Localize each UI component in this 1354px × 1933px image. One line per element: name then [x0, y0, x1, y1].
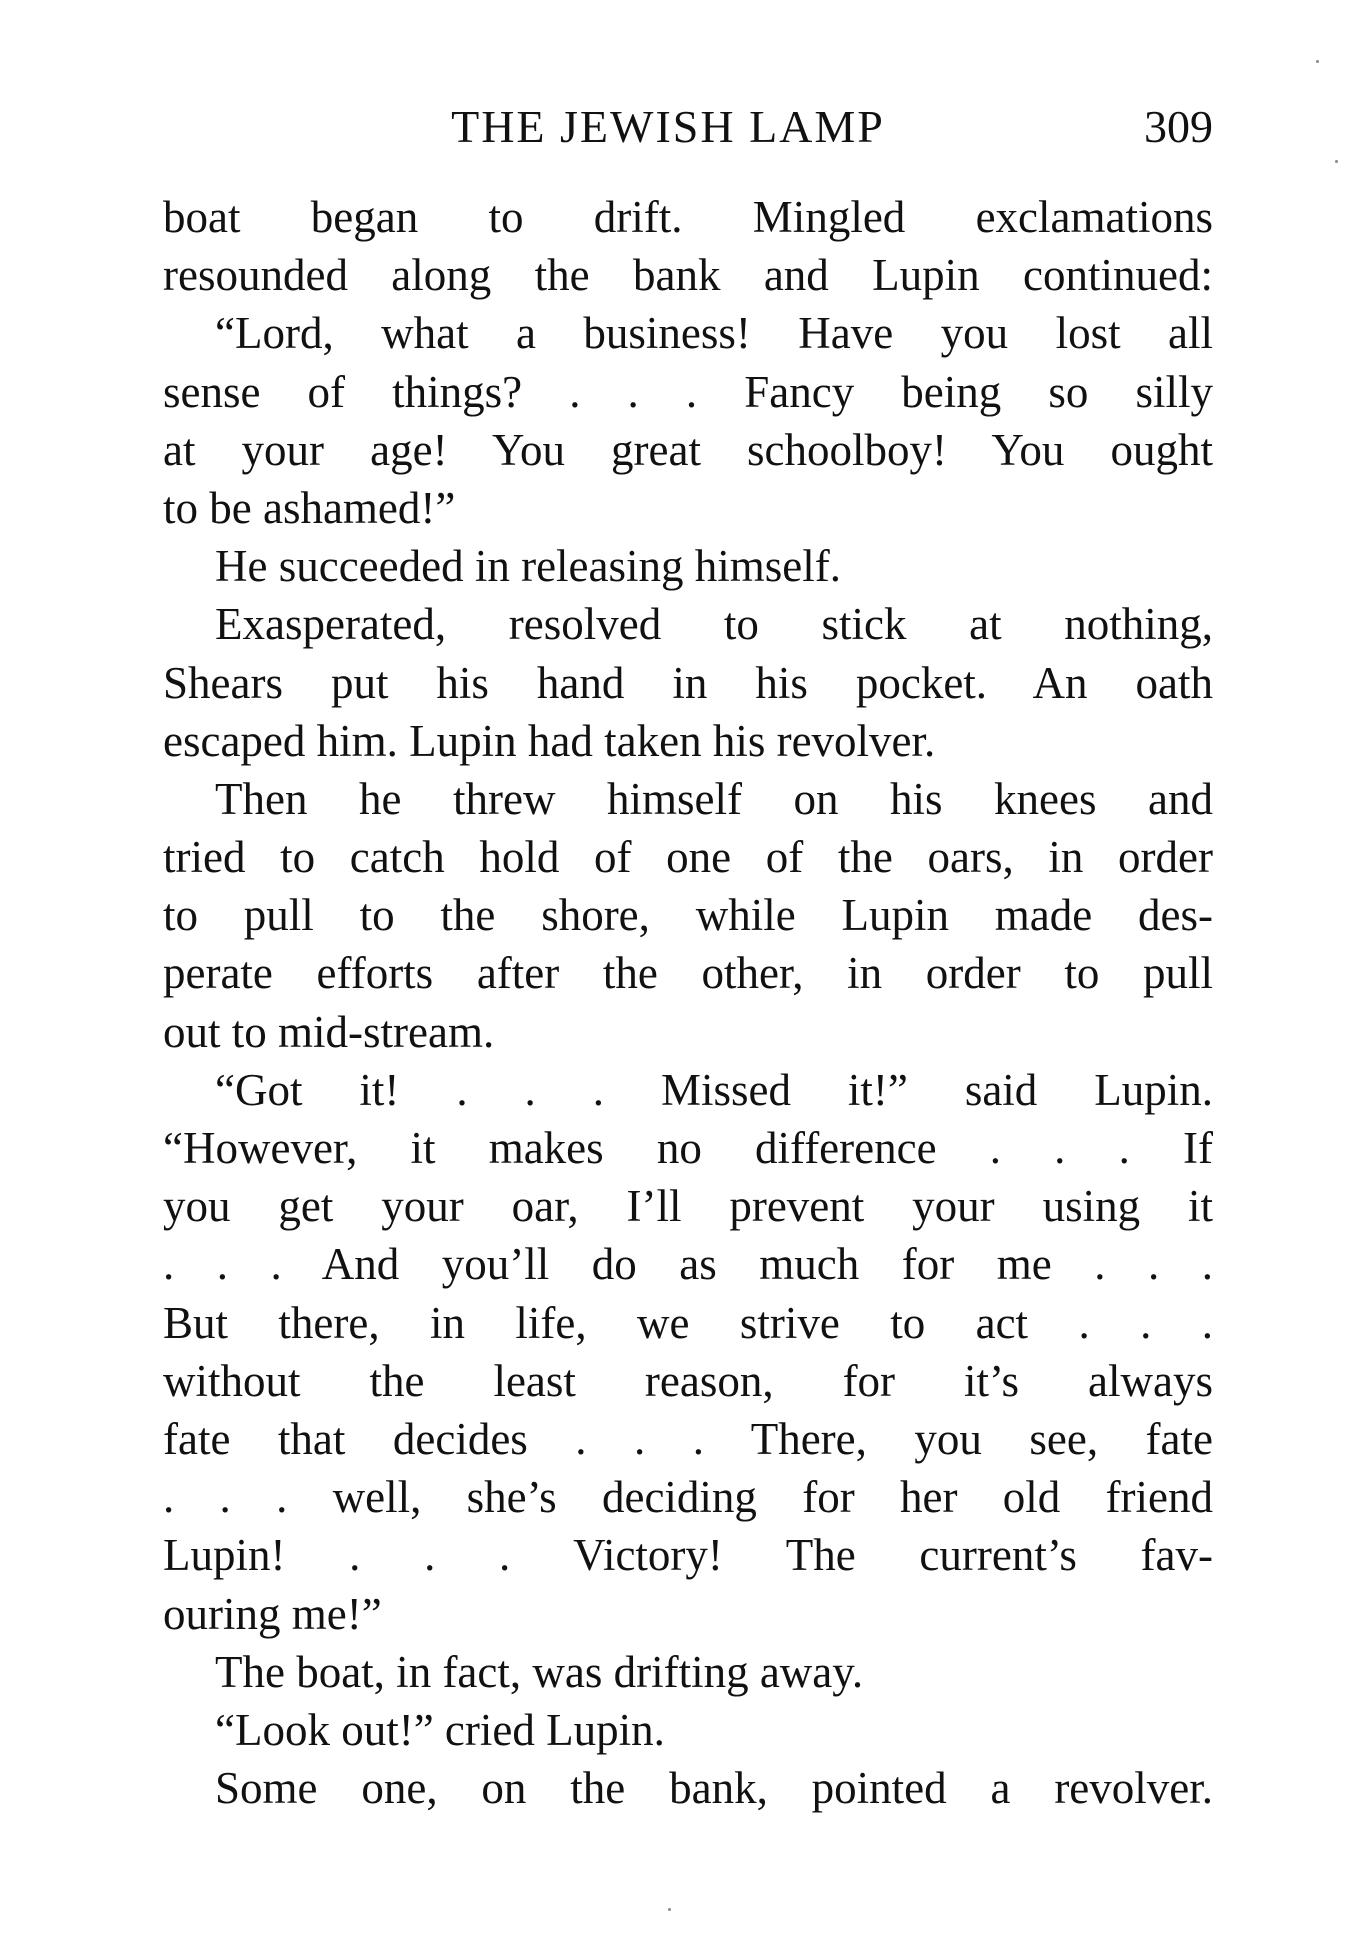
text-line: perate efforts after the other, in order to pull: [163, 948, 1213, 999]
text-line: He succeeded in releasing himself.: [215, 541, 842, 592]
text-line: “Look out!” cried Lupin.: [215, 1704, 665, 1755]
text-line: “Lord, what a business! Have you lost all: [215, 308, 1213, 359]
text-line: sense of things? . . . Fancy being so silly: [163, 366, 1213, 417]
paper-speck: [668, 1908, 671, 1911]
text-line: Shears put his hand in his pocket. An oath: [163, 657, 1213, 708]
body-text: [163, 188, 1213, 1817]
text-line: escaped him. Lupin had taken his revolver.: [163, 715, 936, 766]
text-line: to pull to the shore, while Lupin made des-: [163, 890, 1213, 941]
text-line: boat began to drift. Mingled exclamations: [163, 192, 1213, 242]
text-line: Lupin! . . . Victory! The current’s fav-: [163, 1530, 1213, 1581]
paper-speck: [1335, 160, 1338, 163]
text-line: “However, it makes no difference . . . If: [163, 1123, 1213, 1173]
text-line: But there, in life, we strive to act . . .: [163, 1297, 1213, 1348]
text-line: “Got it! . . . Missed it!” said Lupin.: [215, 1064, 1213, 1115]
text-line: without the least reason, for it’s always: [163, 1355, 1213, 1406]
running-title: THE JEWISH LAMP: [451, 101, 885, 152]
text-line: Then he threw himself on his knees and: [215, 773, 1213, 824]
text-line: you get your oar, I’ll prevent your using it: [163, 1181, 1213, 1232]
text-line: at your age! You great schoolboy! You ought: [163, 424, 1213, 475]
text-line: resounded along the bank and Lupin continued:: [163, 250, 1213, 301]
text-line: . . . well, she’s deciding for her old friend: [163, 1472, 1213, 1523]
text-line: out to mid-stream.: [163, 1006, 495, 1057]
text-line: tried to catch hold of one of the oars, in order: [163, 832, 1213, 883]
text-line: Exasperated, resolved to stick at nothing,: [215, 599, 1213, 650]
text-line: ouring me!”: [163, 1588, 382, 1639]
running-head: [163, 92, 1213, 162]
paper-speck: [1316, 60, 1319, 63]
page-number: 309: [1144, 101, 1213, 152]
text-line: to be ashamed!”: [163, 482, 456, 533]
text-line: Some one, on the bank, pointed a revolver.: [215, 1763, 1213, 1814]
text-line: fate that decides . . . There, you see, fate: [163, 1413, 1213, 1464]
text-line: The boat, in fact, was drifting away.: [215, 1646, 864, 1697]
text-line: . . . And you’ll do as much for me . . .: [163, 1239, 1213, 1290]
